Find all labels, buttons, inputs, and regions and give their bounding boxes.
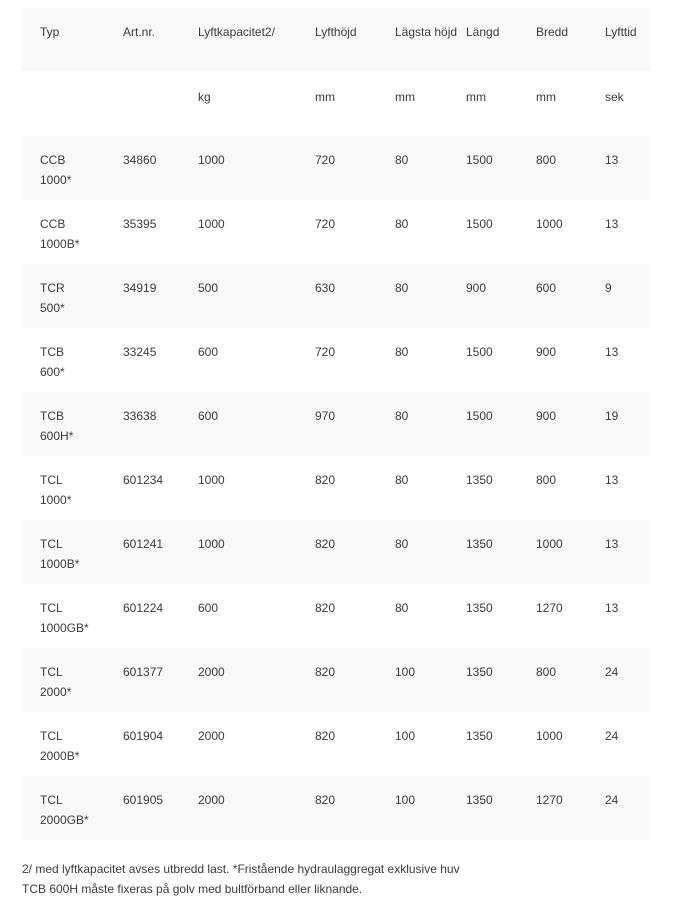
table-row: [22, 392, 650, 456]
table-row: [22, 456, 650, 520]
type-cell: [22, 584, 123, 648]
type-line: TCL: [40, 793, 63, 807]
art-nr-cell: 601377: [123, 665, 164, 679]
type-line: 1000B*: [40, 237, 80, 251]
table-row: [22, 136, 650, 200]
lift-height-cell: 820: [315, 665, 336, 679]
unit-lift-time: sek: [605, 90, 624, 104]
table-row: [22, 328, 650, 392]
capacity-cell: 600: [198, 409, 219, 423]
type-line: 600H*: [40, 429, 74, 443]
table-row: [22, 520, 650, 584]
capacity-cell: 1000: [198, 473, 225, 487]
art-nr-cell: 33245: [123, 345, 157, 359]
min-height-cell: 80: [395, 345, 409, 359]
type-line: 600*: [40, 365, 65, 379]
length-cell: 1350: [466, 665, 493, 679]
min-height-cell: 100: [395, 665, 416, 679]
header-art-nr: Art.nr.: [123, 25, 156, 39]
table-row: [22, 200, 650, 264]
width-cell: 1270: [536, 601, 563, 615]
length-cell: 1350: [466, 473, 493, 487]
length-cell: 1350: [466, 537, 493, 551]
unit-type: [22, 71, 123, 136]
type-cell: [22, 712, 123, 776]
table-row: [22, 712, 650, 776]
width-cell: 1000: [536, 217, 563, 231]
unit-art-nr: [123, 71, 198, 136]
type-line: 1000B*: [40, 557, 80, 571]
type-line: TCL: [40, 601, 63, 615]
unit-width: mm: [536, 90, 556, 104]
type-line: TCL: [40, 665, 63, 679]
header-type: Typ: [40, 25, 60, 39]
type-cell: [22, 200, 123, 264]
lift-height-cell: 820: [315, 537, 336, 551]
type-cell: [22, 776, 123, 840]
capacity-cell: 2000: [198, 665, 225, 679]
width-cell: 1000: [536, 537, 563, 551]
lift-height-cell: 630: [315, 281, 336, 295]
header-width: Bredd: [536, 25, 569, 39]
units-row: [22, 71, 650, 136]
type-line: 500*: [40, 301, 65, 315]
unit-lift-capacity: kg: [198, 90, 211, 104]
type-line: TCL: [40, 537, 63, 551]
header-lift-time: Lyfttid: [605, 25, 637, 39]
lift-time-cell: 13: [605, 601, 619, 615]
lift-time-cell: 13: [605, 473, 619, 487]
art-nr-cell: 33638: [123, 409, 157, 423]
length-cell: 1500: [466, 345, 493, 359]
min-height-cell: 80: [395, 473, 409, 487]
type-cell: [22, 648, 123, 712]
min-height-cell: 80: [395, 281, 409, 295]
art-nr-cell: 601234: [123, 473, 164, 487]
lift-time-cell: 13: [605, 537, 619, 551]
lift-height-cell: 820: [315, 793, 336, 807]
art-nr-cell: 601224: [123, 601, 164, 615]
min-height-cell: 100: [395, 793, 416, 807]
type-line: 2000B*: [40, 749, 80, 763]
lift-time-cell: 24: [605, 665, 619, 679]
capacity-cell: 600: [198, 345, 219, 359]
length-cell: 1350: [466, 793, 493, 807]
header-row: [22, 8, 650, 71]
width-cell: 600: [536, 281, 557, 295]
capacity-cell: 2000: [198, 793, 225, 807]
width-cell: 800: [536, 665, 557, 679]
lift-height-cell: 720: [315, 217, 336, 231]
type-line: 2000GB*: [40, 813, 89, 827]
header-length: Längd: [466, 25, 500, 39]
type-line: CCB: [40, 153, 66, 167]
length-cell: 1500: [466, 217, 493, 231]
type-line: TCL: [40, 729, 63, 743]
lift-time-cell: 13: [605, 153, 619, 167]
type-line: CCB: [40, 217, 66, 231]
type-line: 1000*: [40, 493, 72, 507]
type-cell: [22, 392, 123, 456]
header-lift-capacity: Lyftkapacitet2/: [198, 25, 275, 39]
art-nr-cell: 35395: [123, 217, 157, 231]
type-line: 2000*: [40, 685, 72, 699]
type-cell: [22, 520, 123, 584]
spec-table: [22, 8, 650, 840]
min-height-cell: 80: [395, 537, 409, 551]
unit-length: mm: [466, 90, 486, 104]
capacity-cell: 1000: [198, 153, 225, 167]
lift-height-cell: 820: [315, 473, 336, 487]
min-height-cell: 80: [395, 601, 409, 615]
type-line: 1000*: [40, 173, 72, 187]
type-line: TCB: [40, 409, 64, 423]
min-height-cell: 80: [395, 153, 409, 167]
length-cell: 1350: [466, 601, 493, 615]
width-cell: 800: [536, 153, 557, 167]
art-nr-cell: 601905: [123, 793, 164, 807]
header-min-height: Lägsta höjd: [395, 25, 458, 39]
width-cell: 800: [536, 473, 557, 487]
type-cell: [22, 328, 123, 392]
capacity-cell: 1000: [198, 217, 225, 231]
table-row: [22, 584, 650, 648]
lift-height-cell: 720: [315, 345, 336, 359]
type-line: TCL: [40, 473, 63, 487]
lift-time-cell: 19: [605, 409, 619, 423]
min-height-cell: 80: [395, 409, 409, 423]
unit-min-height: mm: [395, 90, 415, 104]
art-nr-cell: 34860: [123, 153, 157, 167]
lift-height-cell: 970: [315, 409, 336, 423]
width-cell: 1000: [536, 729, 563, 743]
footnotes: [22, 859, 460, 899]
type-line: TCB: [40, 345, 64, 359]
header-lift-height: Lyfthöjd: [315, 25, 357, 39]
capacity-cell: 1000: [198, 537, 225, 551]
art-nr-cell: 601241: [123, 537, 164, 551]
lift-time-cell: 13: [605, 217, 619, 231]
min-height-cell: 100: [395, 729, 416, 743]
length-cell: 1350: [466, 729, 493, 743]
table-row: [22, 264, 650, 328]
lift-time-cell: 13: [605, 345, 619, 359]
lift-time-cell: 9: [605, 281, 612, 295]
lift-height-cell: 820: [315, 601, 336, 615]
art-nr-cell: 34919: [123, 281, 157, 295]
lift-time-cell: 24: [605, 729, 619, 743]
unit-lift-height: mm: [315, 90, 335, 104]
footnote-capacity: 2/ med lyftkapacitet avses utbredd last. *Fristående hydraulaggregat exklusive huv: [22, 862, 460, 876]
lift-height-cell: 720: [315, 153, 336, 167]
width-cell: 900: [536, 409, 557, 423]
type-line: TCR: [40, 281, 65, 295]
table-row: [22, 776, 650, 840]
art-nr-cell: 601904: [123, 729, 164, 743]
type-line: 1000GB*: [40, 621, 89, 635]
footnote-mounting: TCB 600H måste fixeras på golv med bultförband eller liknande.: [22, 882, 363, 896]
length-cell: 900: [466, 281, 487, 295]
length-cell: 1500: [466, 153, 493, 167]
width-cell: 900: [536, 345, 557, 359]
type-cell: [22, 264, 123, 328]
type-cell: [22, 456, 123, 520]
capacity-cell: 2000: [198, 729, 225, 743]
table-row: [22, 648, 650, 712]
width-cell: 1270: [536, 793, 563, 807]
type-cell: [22, 136, 123, 200]
lift-time-cell: 24: [605, 793, 619, 807]
capacity-cell: 500: [198, 281, 219, 295]
lift-height-cell: 820: [315, 729, 336, 743]
capacity-cell: 600: [198, 601, 219, 615]
min-height-cell: 80: [395, 217, 409, 231]
length-cell: 1500: [466, 409, 493, 423]
